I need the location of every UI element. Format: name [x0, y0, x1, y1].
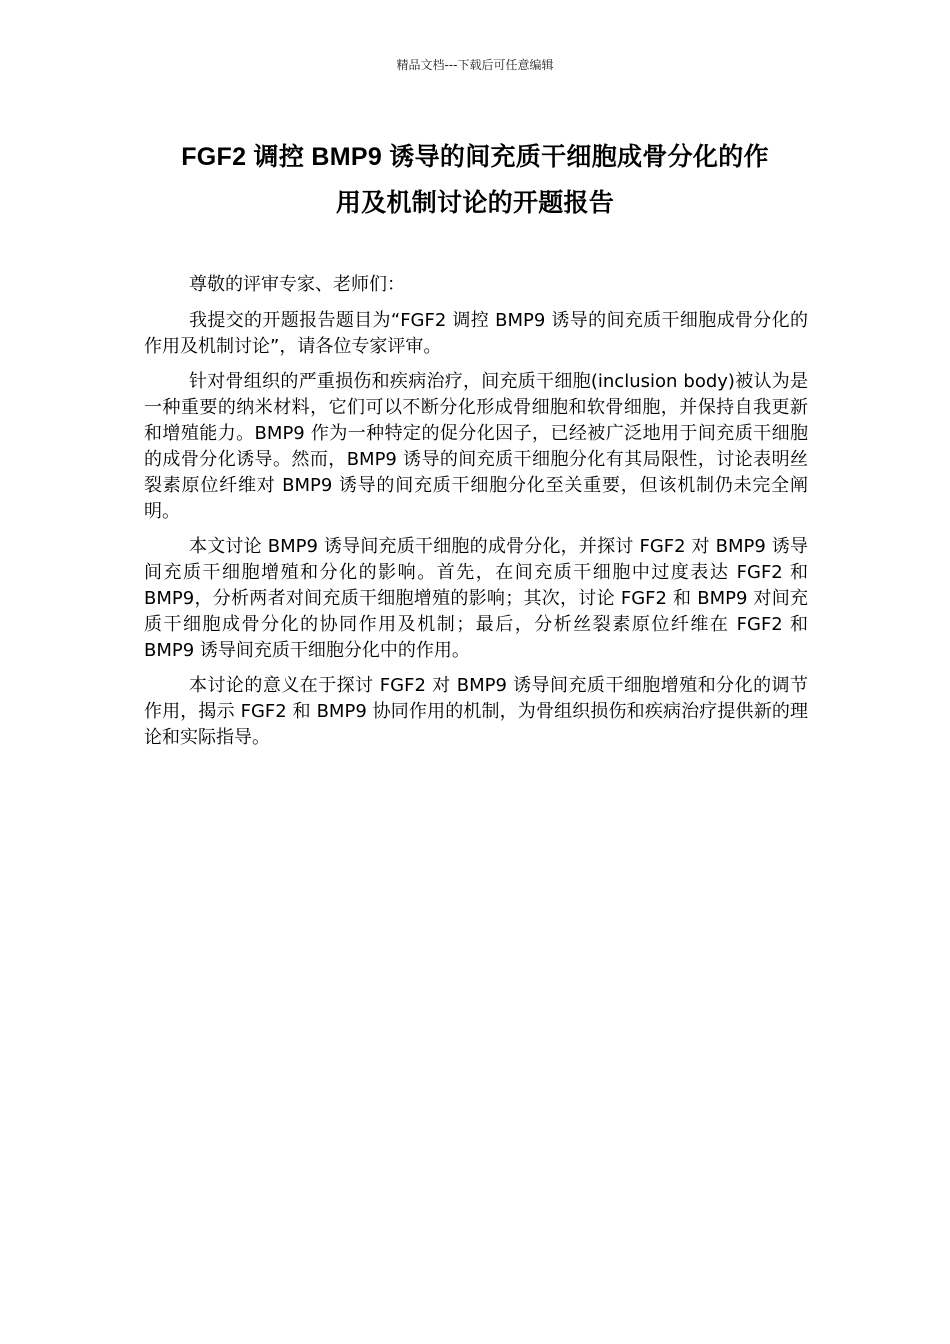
- methods-paragraph: 本文讨论 BMP9 诱导间充质干细胞的成骨分化，并探讨 FGF2 对 BMP9 诱导间充质干细胞增殖和分化的影响。首先，在间充质干细胞中过度表达 FGF2 和 BMP9，分析两者对间充质干细胞增殖的影响；其次，讨论 FGF2 和 BMP9 对间充质干细胞成骨分化的协同作用及机制；最后，分析丝裂素原位纤维在 FGF2 和 BMP9 诱导间充质干细胞分化中的作用。: [144, 536, 808, 661]
- background-paragraph: 针对骨组织的严重损伤和疾病治疗，间充质干细胞(inclusion body)被认为是一种重要的纳米材料，它们可以不断分化形成骨细胞和软骨细胞，并保持自我更新和增殖能力。BMP9 作为一种特定的促分化因子，已经被广泛地用于间充质干细胞的成骨分化诱导。然而，BMP9 诱导的间充质干细胞分化有其局限性，讨论表明丝裂素原位纤维对 BMP9 诱导的间充质干细胞分化至关重要，但该机制仍未完全阐明。: [144, 371, 808, 522]
- title-line-1: FGF2 调控 BMP9 诱导的间充质干细胞成骨分化的作: [181, 143, 769, 171]
- salutation-paragraph: 尊敬的评审专家、老师们：: [189, 274, 405, 295]
- header-note: 精品文档---下载后可任意编辑: [396, 58, 554, 72]
- intro-paragraph: 我提交的开题报告题目为“FGF2 调控 BMP9 诱导的间充质干细胞成骨分化的作用及机制讨论”，请各位专家评审。: [144, 310, 808, 357]
- document-title: [130, 134, 820, 226]
- document-body: [144, 272, 808, 760]
- title-line-2: 用及机制讨论的开题报告: [335, 189, 615, 217]
- significance-paragraph: 本讨论的意义在于探讨 FGF2 对 BMP9 诱导间充质干细胞增殖和分化的调节作用，揭示 FGF2 和 BMP9 协同作用的机制，为骨组织损伤和疾病治疗提供新的理论和实际指导。: [144, 675, 808, 748]
